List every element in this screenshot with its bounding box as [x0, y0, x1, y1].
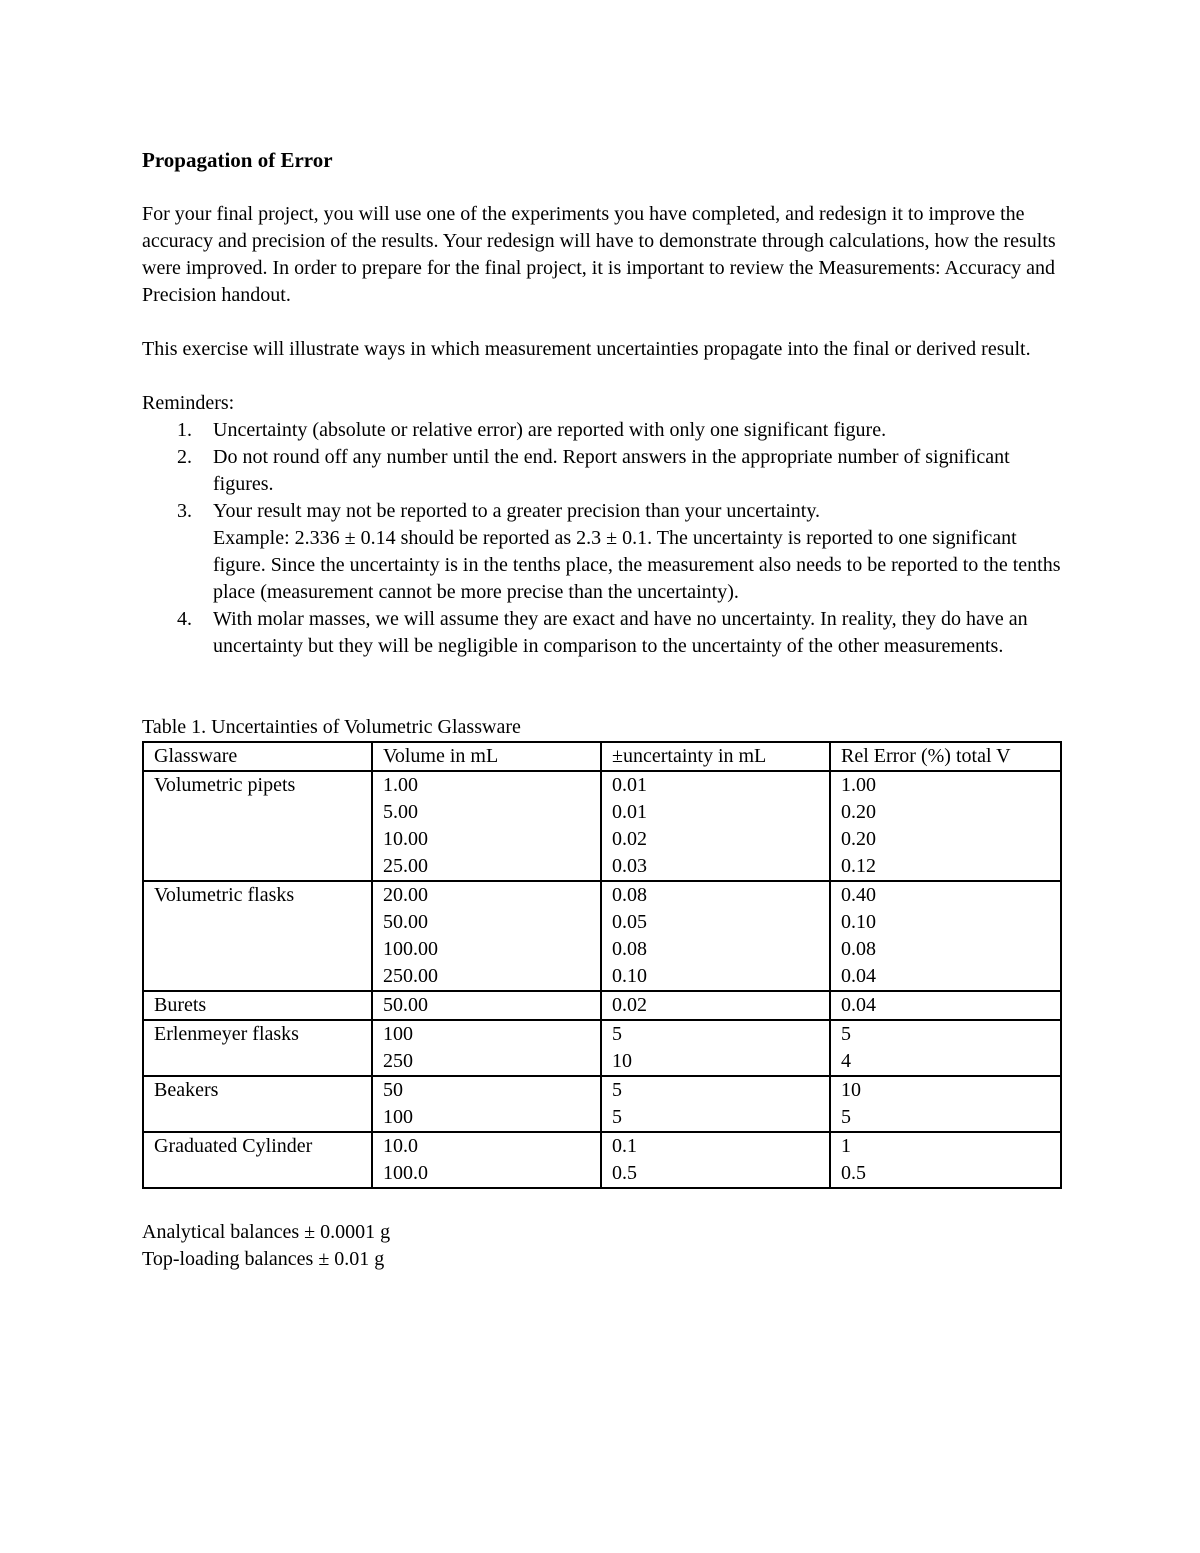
rel-error-cell-value: 1 [841, 1135, 851, 1157]
rel-error-cell-value: 5 [841, 1023, 851, 1045]
document-page [142, 145, 1062, 1273]
intro-paragraph: For your final project, you will use one of the experiments you have completed, and redesign it to improve the accuracy and precision of the results. Your redesign will have to demonstrate through calculations, how the results were improved. In order to prepare for the final project, it is important to review the Measurements: Accuracy and Precision handout. [142, 203, 1056, 306]
rel-error-cell [830, 1020, 1061, 1076]
rel-error-cell [830, 881, 1061, 991]
volume-cell-value: 10.0 [383, 1135, 418, 1157]
reminder-number: 4. [177, 608, 192, 630]
analytical-balance-note: Analytical balances ± 0.0001 g [142, 1221, 391, 1243]
uncertainty-cell [601, 991, 830, 1020]
reminder-number: 1. [177, 419, 192, 441]
table-row [143, 881, 1061, 991]
reminder-number: 3. [177, 500, 192, 522]
rel-error-cell-value: 5 [841, 1106, 851, 1128]
table-header-row [143, 742, 1061, 771]
reminders-label: Reminders: [142, 392, 235, 414]
rel-error-cell-value: 0.40 [841, 884, 876, 906]
table-caption: Table 1. Uncertainties of Volumetric Glassware [142, 716, 521, 738]
rel-error-cell-value: 0.20 [841, 801, 876, 823]
volume-cell [372, 991, 601, 1020]
rel-error-cell [830, 771, 1061, 881]
volume-cell [372, 1020, 601, 1076]
rel-error-cell-value: 0.20 [841, 828, 876, 850]
uncertainty-cell-value: 0.01 [612, 774, 647, 796]
volume-cell-value: 100 [383, 1023, 413, 1045]
table-row [143, 1132, 1061, 1188]
volume-cell [372, 881, 601, 991]
table-header-cell: Volume in mL [372, 742, 601, 771]
table-row [143, 1020, 1061, 1076]
reminder-item [142, 498, 1062, 606]
rel-error-cell [830, 1132, 1061, 1188]
volume-cell-value: 10.00 [383, 828, 428, 850]
reminder-text: Your result may not be reported to a greater precision than your uncertainty. [213, 500, 821, 522]
rel-error-cell-value: 1.00 [841, 774, 876, 796]
exercise-paragraph: This exercise will illustrate ways in which measurement uncertainties propagate into the final or derived result. [142, 338, 1031, 360]
uncertainty-cell-value: 0.08 [612, 938, 647, 960]
reminder-example: Example: 2.336 ± 0.14 should be reported as 2.3 ± 0.1. The uncertainty is reported to one significant figure. Since the uncertainty is in the tenths place, the measurement also needs to be reported to the tenths place (measurement cannot be more precise than the uncertainty). [213, 527, 1061, 603]
uncertainty-cell-value: 0.10 [612, 965, 647, 987]
reminder-number: 2. [177, 446, 192, 468]
uncertainty-cell-value: 0.02 [612, 994, 647, 1016]
uncertainty-cell-value: 0.01 [612, 801, 647, 823]
rel-error-cell-value: 0.04 [841, 965, 876, 987]
glassware-cell: Graduated Cylinder [143, 1132, 372, 1188]
uncertainty-cell [601, 771, 830, 881]
top-loading-balance-note: Top-loading balances ± 0.01 g [142, 1248, 385, 1270]
volume-cell [372, 1132, 601, 1188]
balances-section [142, 1219, 1062, 1273]
rel-error-cell-value: 0.04 [841, 994, 876, 1016]
uncertainty-cell-value: 10 [612, 1050, 632, 1072]
reminder-item [142, 444, 1062, 498]
glassware-cell: Beakers [143, 1076, 372, 1132]
uncertainty-cell-value: 0.02 [612, 828, 647, 850]
uncertainty-cell-value: 0.05 [612, 911, 647, 933]
uncertainty-cell [601, 1020, 830, 1076]
uncertainty-cell [601, 1076, 830, 1132]
rel-error-cell-value: 0.12 [841, 855, 876, 877]
reminder-item [142, 606, 1062, 660]
reminder-text: Do not round off any number until the end. Report answers in the appropriate number of significant figures. [213, 446, 1010, 495]
rel-error-cell [830, 1076, 1061, 1132]
table-header-cell: ±uncertainty in mL [601, 742, 830, 771]
volume-cell [372, 771, 601, 881]
volume-cell-value: 25.00 [383, 855, 428, 877]
volume-cell-value: 50.00 [383, 911, 428, 933]
uncertainty-cell-value: 0.03 [612, 855, 647, 877]
reminder-text: With molar masses, we will assume they are exact and have no uncertainty. In reality, they do have an uncertainty but they will be negligible in comparison to the uncertainty of the other measurements. [213, 608, 1028, 657]
uncertainty-cell-value: 5 [612, 1023, 622, 1045]
uncertainty-cell [601, 1132, 830, 1188]
glassware-cell: Erlenmeyer flasks [143, 1020, 372, 1076]
volume-cell-value: 100 [383, 1106, 413, 1128]
uncertainty-cell-value: 5 [612, 1079, 622, 1101]
volume-cell [372, 1076, 601, 1132]
rel-error-cell-value: 0.08 [841, 938, 876, 960]
table-row [143, 1076, 1061, 1132]
volume-cell-value: 100.00 [383, 938, 438, 960]
volume-cell-value: 1.00 [383, 774, 418, 796]
uncertainty-cell-value: 5 [612, 1106, 622, 1128]
volume-cell-value: 100.0 [383, 1162, 428, 1184]
reminders-list [142, 417, 1062, 660]
table-row [143, 991, 1061, 1020]
volume-cell-value: 50.00 [383, 994, 428, 1016]
uncertainty-cell-value: 0.08 [612, 884, 647, 906]
glassware-cell: Volumetric pipets [143, 771, 372, 881]
glassware-table [142, 741, 1062, 1189]
page-title: Propagation of Error [142, 148, 333, 172]
rel-error-cell-value: 4 [841, 1050, 851, 1072]
uncertainty-cell-value: 0.5 [612, 1162, 637, 1184]
volume-cell-value: 20.00 [383, 884, 428, 906]
volume-cell-value: 5.00 [383, 801, 418, 823]
uncertainty-cell-value: 0.1 [612, 1135, 637, 1157]
volume-cell-value: 50 [383, 1079, 403, 1101]
rel-error-cell [830, 991, 1061, 1020]
volume-cell-value: 250.00 [383, 965, 438, 987]
rel-error-cell-value: 0.5 [841, 1162, 866, 1184]
table-header-cell: Glassware [143, 742, 372, 771]
table-row [143, 771, 1061, 881]
reminder-text: Uncertainty (absolute or relative error) are reported with only one significant figure. [213, 419, 887, 441]
reminder-item [142, 417, 1062, 444]
uncertainty-cell [601, 881, 830, 991]
table-header-cell: Rel Error (%) total V [830, 742, 1061, 771]
rel-error-cell-value: 0.10 [841, 911, 876, 933]
volume-cell-value: 250 [383, 1050, 413, 1072]
rel-error-cell-value: 10 [841, 1079, 861, 1101]
glassware-cell: Burets [143, 991, 372, 1020]
glassware-cell: Volumetric flasks [143, 881, 372, 991]
